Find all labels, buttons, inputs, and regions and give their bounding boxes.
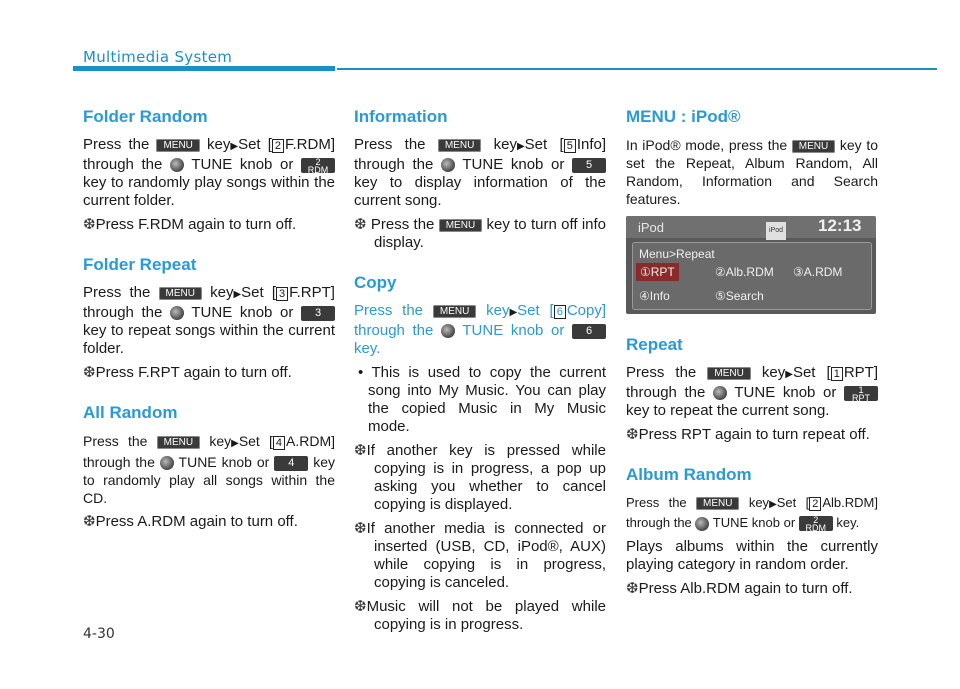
screen-clock: 12:13 xyxy=(818,216,862,235)
number-box: 3 xyxy=(276,287,288,301)
folder-repeat-heading: Folder Repeat xyxy=(83,255,197,274)
number-box: 2 xyxy=(272,139,284,153)
menu-ipod-text: In iPod® mode, press the MENU key to set the Repeat, Album Random, All Random, Information and Search features. xyxy=(626,137,879,207)
number-box: 1 xyxy=(831,367,843,381)
album-random-text: Press the MENU key▶Set [ 2 Alb.RDM] through the TUNE knob or 2 RDM key. xyxy=(626,495,878,534)
folder-random-text: Press the MENU key▶Set [ 2 F.RDM] through the TUNE knob or 2 RDM key to randomly play songs within the current folder. xyxy=(83,136,335,209)
button-6-icon: 6 xyxy=(572,324,606,339)
button-5-icon: 5 xyxy=(572,158,606,173)
menu-key-icon: MENU xyxy=(696,497,739,510)
page-number: 4-30 xyxy=(83,626,115,642)
header-rule-thick xyxy=(73,66,335,71)
tune-knob-icon xyxy=(695,517,709,531)
tune-knob-icon xyxy=(441,158,455,172)
screen-menu-item: ①RPT xyxy=(636,263,679,281)
menu-key-icon: MENU xyxy=(156,139,199,152)
album-random-heading: Album Random xyxy=(626,465,752,484)
all-random-text: Press the MENU key▶Set [ 4 A.RDM] through the TUNE knob or 4 key to randomly play all songs within the CD. xyxy=(83,433,336,506)
column-1 xyxy=(83,106,335,537)
folder-repeat-text: Press the MENU key▶Set [ 3 F.RPT] through the TUNE knob or 3 key to repeat songs within the current folder. xyxy=(83,284,335,357)
arrow-right-icon: ▶ xyxy=(769,499,777,510)
repeat-text: Press the MENU key▶Set [ 1 RPT] through the TUNE knob or 1 RPT key to repeat the current song. xyxy=(626,364,878,419)
menu-key-icon: MENU xyxy=(159,287,202,300)
tune-knob-icon xyxy=(170,306,184,320)
menu-key-icon: MENU xyxy=(792,140,835,153)
rdm-2-button-icon: 2 RDM xyxy=(301,158,335,173)
repeat-heading: Repeat xyxy=(626,335,683,354)
rdm-2-button-icon: 2 RDM xyxy=(799,516,833,531)
arrow-right-icon: ▶ xyxy=(509,307,518,318)
ipod-logo-icon: iPod xyxy=(766,222,786,240)
arrow-right-icon: ▶ xyxy=(230,141,239,152)
number-box: 6 xyxy=(554,305,566,319)
copy-note-2: ❆ If another media is connected or inserted (USB, CD, iPod®, AUX) while copying is in progress, copying is canceled. xyxy=(354,520,606,592)
screen-menu-item: ③A.RDM xyxy=(793,265,843,279)
album-random-note: ❆ Press Alb.RDM again to turn off. xyxy=(626,580,878,598)
menu-key-icon: MENU xyxy=(707,367,750,380)
information-text: Press the MENU key▶Set [ 5 Info] through the TUNE knob or 5 key to display information of the current song. xyxy=(354,136,606,209)
number-box: 5 xyxy=(564,139,576,153)
menu-ipod-heading: MENU : iPod® xyxy=(626,107,741,126)
screen-menu-head: Menu>Repeat xyxy=(639,247,715,261)
header-title: Multimedia System xyxy=(83,48,233,66)
folder-repeat-note: ❆ Press F.RPT again to turn off. xyxy=(83,364,335,382)
copy-note-1: ❆ If another key is pressed while copying is in progress, a pop up asking you whether to cancel copying is displayed. xyxy=(354,442,606,514)
copy-note-3: ❆ Music will not be played while copying is in progress. xyxy=(354,598,606,634)
button-3-icon: 3 xyxy=(301,306,335,321)
button-4-icon: 4 xyxy=(274,456,308,471)
all-random-note: ❆ Press A.RDM again to turn off. xyxy=(83,513,335,531)
ipod-menu-screen xyxy=(626,216,876,314)
arrow-right-icon: ▶ xyxy=(233,289,242,300)
all-random-heading: All Random xyxy=(83,403,178,422)
tune-knob-icon xyxy=(170,158,184,172)
copy-heading: Copy xyxy=(354,273,397,292)
number-box: 2 xyxy=(809,497,821,511)
column-2 xyxy=(354,106,606,640)
tune-knob-icon xyxy=(160,456,174,470)
arrow-right-icon: ▶ xyxy=(516,141,525,152)
menu-key-icon: MENU xyxy=(157,436,200,449)
folder-random-note: ❆ Press F.RDM again to turn off. xyxy=(83,216,335,234)
arrow-right-icon: ▶ xyxy=(231,438,239,449)
header-rule-thin xyxy=(337,68,937,70)
screen-menu-item: ④Info xyxy=(639,289,670,303)
copy-text: Press the MENU key▶Set [ 6 Copy] through the TUNE knob or 6 key. xyxy=(354,302,606,357)
information-heading: Information xyxy=(354,107,448,126)
folder-random-heading: Folder Random xyxy=(83,107,208,126)
tune-knob-icon xyxy=(713,386,727,400)
menu-key-icon: MENU xyxy=(433,305,476,318)
screen-menu-item: ⑤Search xyxy=(715,289,764,303)
screen-menu-item: ②Alb.RDM xyxy=(715,265,774,279)
arrow-right-icon: ▶ xyxy=(785,369,793,380)
copy-bullet: • This is used to copy the current song into My Music. You can play the copied Music in My Music mode. xyxy=(358,364,606,435)
number-box: 4 xyxy=(273,436,285,450)
album-random-desc: Plays albums within the currently playing category in random order. xyxy=(626,538,878,573)
menu-key-icon: MENU xyxy=(438,139,481,152)
menu-key-icon: MENU xyxy=(439,219,482,232)
tune-knob-icon xyxy=(441,324,455,338)
information-note: ❆ Press the MENU key to turn off info display. xyxy=(354,216,606,252)
screen-title: iPod xyxy=(638,220,665,235)
repeat-note: ❆ Press RPT again to turn repeat off. xyxy=(626,426,878,444)
screen-menu-panel xyxy=(632,242,872,310)
rpt-1-button-icon: 1 RPT xyxy=(844,386,878,401)
column-3 xyxy=(626,106,878,604)
